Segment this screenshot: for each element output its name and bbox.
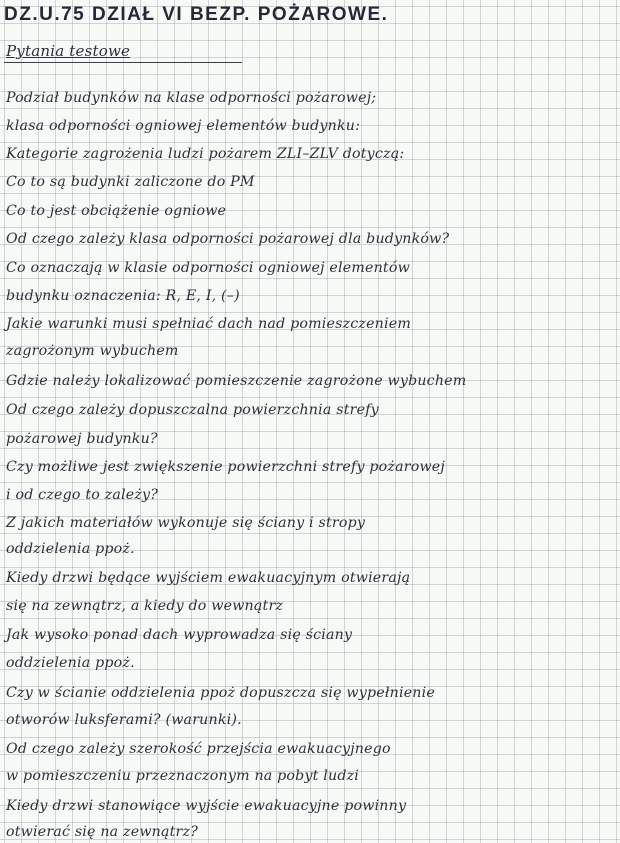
question-line: Kategorie zagrożenia ludzi pożarem ZLI–ZLV dotyczą: [6,146,405,162]
question-line: otworów luksferami? (warunki). [6,712,242,728]
page-title: DZ.U.75 DZIAŁ VI BEZP. POŻAROWE. [4,4,389,25]
question-line: Od czego zależy klasa odporności pożarowej dla budynków? [6,231,450,247]
question-line: Od czego zależy dopuszczalna powierzchnia strefy [6,402,379,418]
question-line: w pomieszczeniu przeznaczonym na pobyt ludzi [6,768,360,784]
question-line: pożarowej budynku? [6,431,158,447]
question-line: się na zewnątrz, a kiedy do wewnątrz [6,598,284,614]
question-line: zagrożonym wybuchem [6,343,179,359]
page-subtitle: Pytania testowe [6,42,131,60]
question-line: Jakie warunki musi spełniać dach nad pomieszczeniem [6,316,411,332]
question-line: budynku oznaczenia: R, E, I, (–) [6,288,240,304]
question-line: Co to są budynki zaliczone do PM [6,174,255,190]
subtitle-underline [4,62,242,63]
question-line: Z jakich materiałów wykonuje się ściany i stropy [6,515,366,531]
question-line: Od czego zależy szerokość przejścia ewakuacyjnego [6,741,391,757]
question-line: Kiedy drzwi będące wyjściem ewakuacyjnym otwierają [6,570,411,586]
question-line: Podział budynków na klase odporności pożarowej; [6,90,377,106]
question-line: Jak wysoko ponad dach wyprowadza się ściany [6,627,353,643]
question-line: Czy możliwe jest zwiększenie powierzchni strefy pożarowej [6,459,445,475]
question-line: i od czego to zależy? [6,487,159,503]
question-line: Czy w ścianie oddzielenia ppoż dopuszcza się wypełnienie [6,685,435,701]
question-line: Co oznaczają w klasie odporności ogniowej elementów [6,260,410,276]
question-line: Kiedy drzwi stanowiące wyjście ewakuacyjne powinny [6,798,407,814]
question-line: Gdzie należy lokalizować pomieszczenie zagrożone wybuchem [6,373,467,389]
question-line: oddzielenia ppoż. [6,655,135,671]
question-line: klasa odporności ogniowej elementów budynku: [6,118,361,134]
question-line: oddzielenia ppoż. [6,541,135,557]
question-line: Co to jest obciążenie ogniowe [6,203,227,219]
question-line: otwierać się na zewnątrz? [6,824,199,840]
